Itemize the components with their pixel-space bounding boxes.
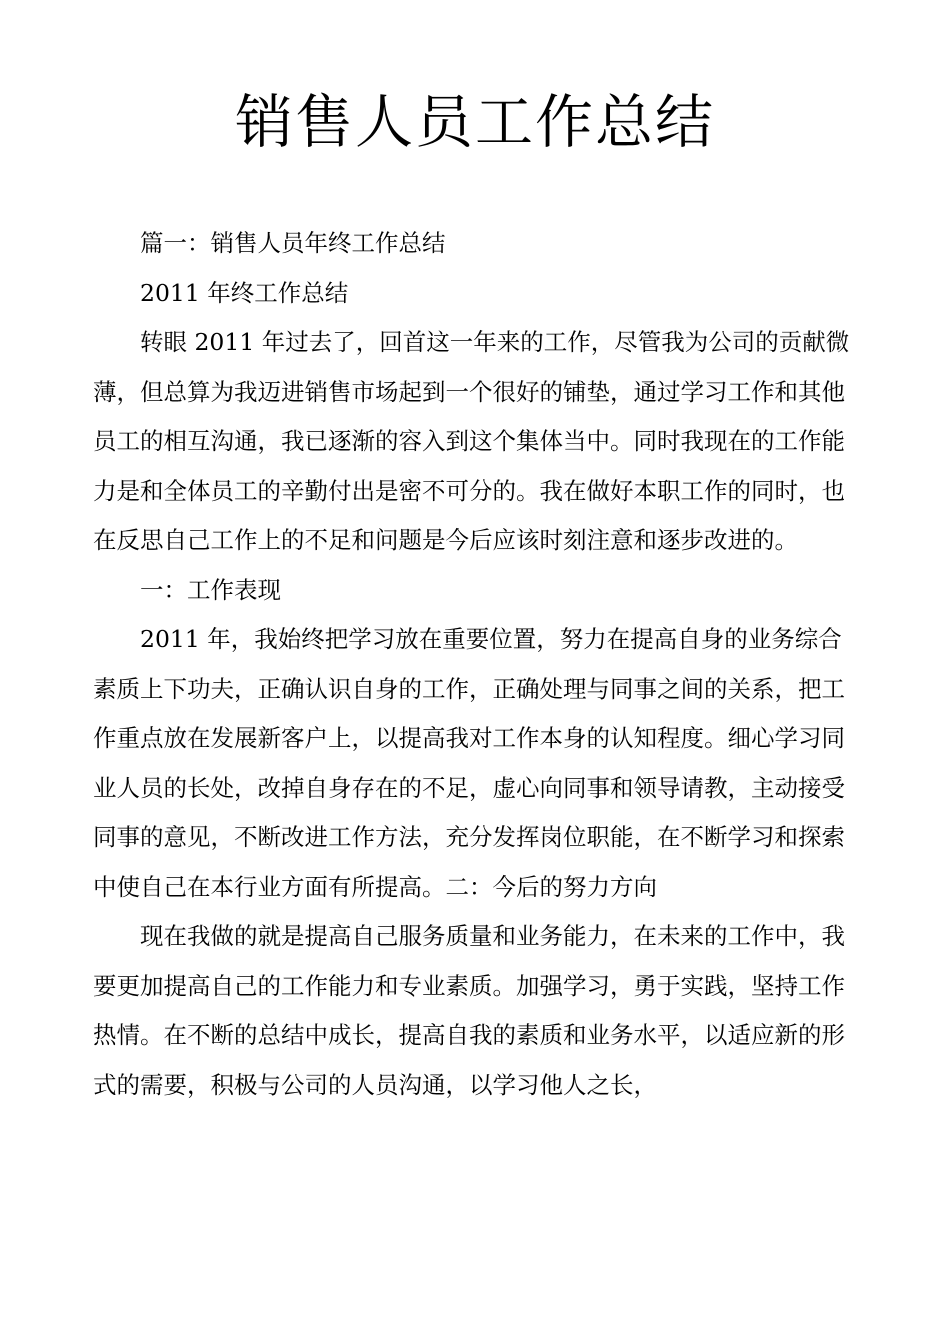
section-heading-part-one: 篇一：销售人员年终工作总结	[140, 229, 446, 257]
document-body	[93, 219, 863, 1110]
paragraph-future-direction: 现在我做的就是提高自己服务质量和业务能力，在未来的工作中，我要更加提高自己的工作能力和专业素质。加强学习，勇于实践，坚持工作热情。在不断的总结中成长，提高自我的素质和业务水平，以适应新的形式的需要，积极与公司的人员沟通，以学习他人之长，	[93, 922, 845, 1099]
paragraph-intro: 转眼 2011 年过去了，回首这一年来的工作，尽管我为公司的贡献微薄，但总算为我迈进销售市场起到一个很好的铺垫，通过学习工作和其他员工的相互沟通，我已逐渐的容入到这个集体当中。同时我现在的工作能力是和全体员工的辛勤付出是密不可分的。我在做好本职工作的同时，也在反思自己工作上的不足和问题是今后应该时刻注意和逐步改进的。	[93, 328, 850, 554]
section-heading-work-performance: 一：工作表现	[140, 575, 281, 604]
document-title: 销售人员工作总结	[234, 88, 715, 156]
paragraph-work-performance: 2011 年，我始终把学习放在重要位置，努力在提高自身的业务综合素质上下功夫，正确认识自身的工作，正确处理与同事之间的关系，把工作重点放在发展新客户上，以提高我对工作本身的认知程度。细心学习同业人员的长处，改掉自身存在的不足，虚心向同事和领导请教，主动接受同事的意见，不断改进工作方法，充分发挥岗位职能，在不断学习和探索中使自己在本行业方面有所提高。二：今后的努力方向	[93, 625, 845, 901]
subheading-year-summary: 2011 年终工作总结	[140, 278, 349, 307]
